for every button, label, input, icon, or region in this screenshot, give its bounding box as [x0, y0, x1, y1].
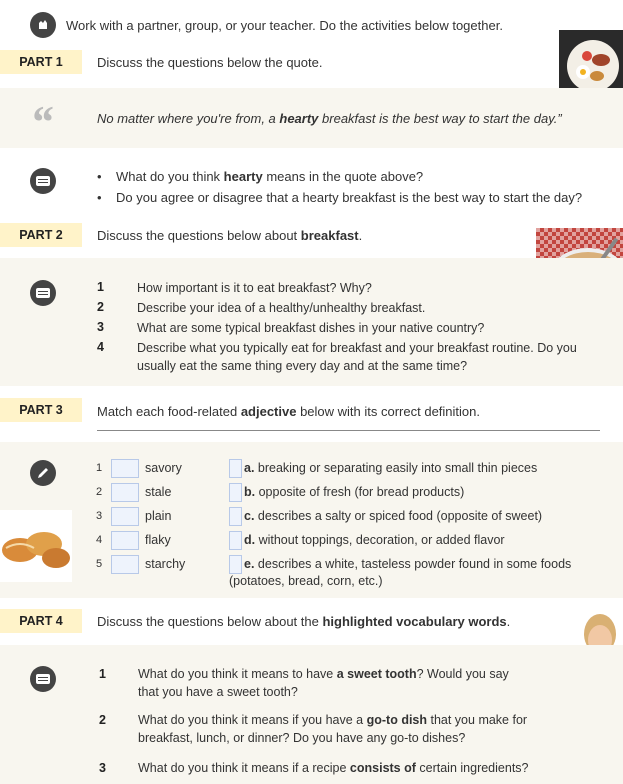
- definition-marker: [229, 507, 242, 526]
- part4-instruction: Discuss the questions below about the highlighted vocabulary words.: [97, 614, 511, 629]
- hands-icon: [30, 12, 56, 38]
- q-num: 3: [99, 761, 106, 775]
- part4-label: PART 4: [0, 609, 82, 633]
- q-num: 4: [97, 340, 104, 354]
- q-text: What do you think it means if a recipe consists of certain ingredients?: [138, 761, 529, 775]
- match-num: 3: [96, 510, 103, 522]
- q-text: Describe what you typically eat for breakfast and your breakfast routine. Do you usually eat the same thing every day and at the same time?: [137, 341, 577, 373]
- divider: [97, 430, 600, 431]
- definition: a. breaking or separating easily into small thin pieces: [244, 461, 538, 475]
- definition: c. describes a salty or spiced food (opposite of sweet): [244, 509, 543, 523]
- part2-label: PART 2: [0, 223, 82, 247]
- q-text: Describe your idea of a healthy/unhealthy breakfast.: [137, 301, 426, 315]
- intro-text: Work with a partner, group, or your teacher. Do the activities below together.: [66, 18, 503, 33]
- part2-instruction: Discuss the questions below about breakfast.: [97, 228, 363, 243]
- answer-box[interactable]: [111, 531, 139, 550]
- match-num: 2: [96, 486, 103, 498]
- q-num: 1: [99, 667, 106, 681]
- chat-icon: [30, 168, 56, 194]
- q-text: What do you think it means if you have a go-to dish that you make for breakfast, lunch, or dinner? Do you have any go-to dishes?: [138, 713, 528, 745]
- answer-box[interactable]: [111, 459, 139, 478]
- q-num: 3: [97, 320, 104, 334]
- definition: b. opposite of fresh (for bread products): [244, 485, 465, 499]
- part3-instruction: Match each food-related adjective below with its correct definition.: [97, 404, 480, 419]
- part1-label: PART 1: [0, 50, 82, 74]
- definition-marker: [229, 459, 242, 478]
- chat-icon: [30, 666, 56, 692]
- match-word: starchy: [145, 557, 186, 571]
- match-word: plain: [145, 509, 172, 523]
- match-num: 5: [96, 558, 103, 570]
- q-text: What do you think it means to have a sweet tooth? Would you say that you have a sweet tooth?: [138, 667, 509, 699]
- definition-cont: (potatoes, bread, corn, etc.): [229, 574, 383, 588]
- q-num: 1: [97, 280, 104, 294]
- match-word: flaky: [145, 533, 171, 547]
- bullet-item: • What do you think hearty means in the quote above?: [97, 169, 424, 184]
- q-num: 2: [97, 300, 104, 314]
- match-num: 1: [96, 462, 103, 474]
- quote-mark-icon: “: [30, 96, 53, 147]
- chat-icon: [30, 280, 56, 306]
- bullet-item: • Do you agree or disagree that a hearty breakfast is the best way to start the day?: [97, 190, 583, 205]
- definition-marker: [229, 483, 242, 502]
- bullet-list: [97, 166, 582, 208]
- pencil-icon: [30, 460, 56, 486]
- q-text: What are some typical breakfast dishes in your native country?: [137, 321, 485, 335]
- definition: e. describes a white, tasteless powder found in some foods: [244, 557, 572, 571]
- definition: d. without toppings, decoration, or added flavor: [244, 533, 505, 547]
- part3-label: PART 3: [0, 398, 82, 422]
- part1-instruction: Discuss the questions below the quote.: [97, 55, 323, 70]
- q-text: How important is it to eat breakfast? Why?: [137, 281, 372, 295]
- quote-text: No matter where you're from, a hearty breakfast is the best way to start the day.”: [97, 111, 562, 126]
- answer-box[interactable]: [111, 507, 139, 526]
- answer-box[interactable]: [111, 555, 139, 574]
- match-num: 4: [96, 534, 103, 546]
- match-word: stale: [145, 485, 172, 499]
- answer-box[interactable]: [111, 483, 139, 502]
- pastry-photo: [0, 510, 72, 582]
- definition-marker: [229, 531, 242, 550]
- breakfast-plate-photo: [559, 30, 623, 96]
- match-word: savory: [145, 461, 182, 475]
- q-num: 2: [99, 713, 106, 727]
